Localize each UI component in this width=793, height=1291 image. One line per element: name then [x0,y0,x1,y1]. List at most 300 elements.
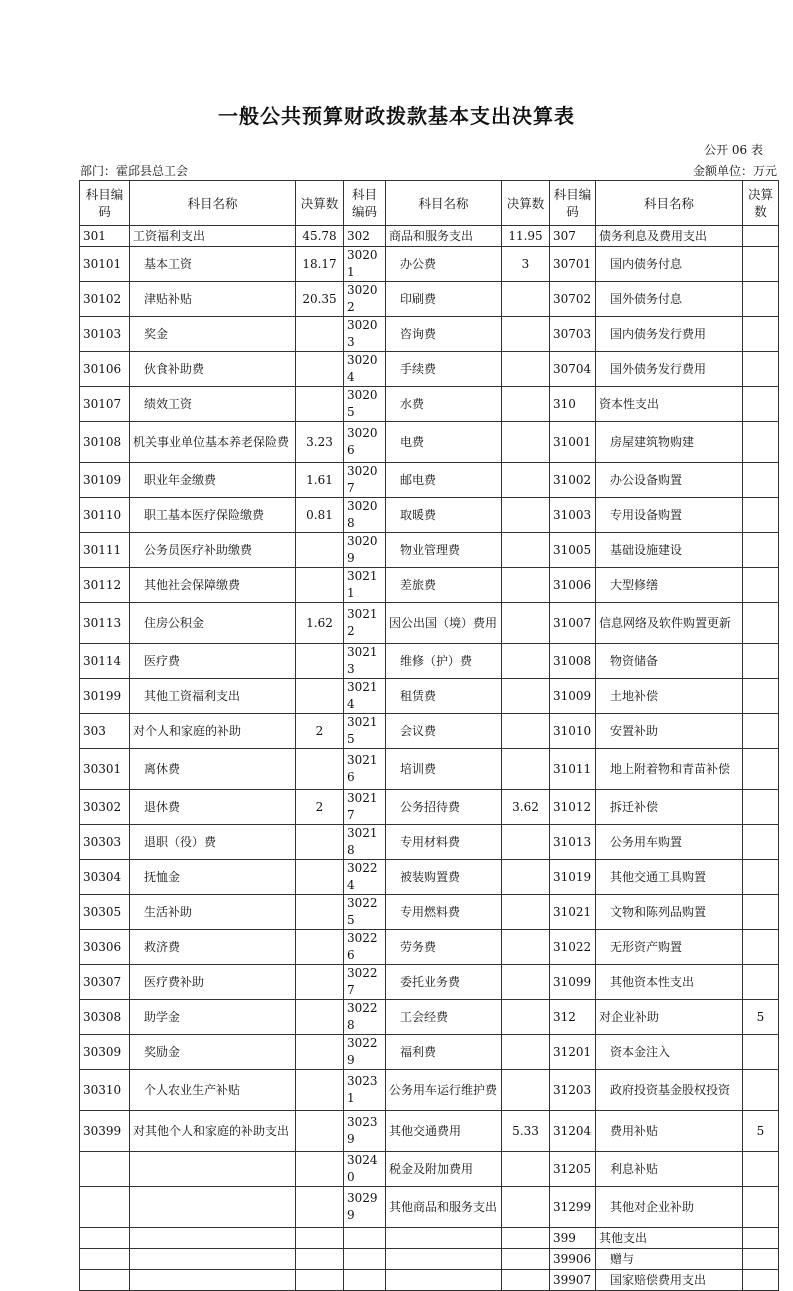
subject-code-cell: 30103 [80,317,130,352]
amount-cell: 45.78 [296,226,344,247]
subject-name-cell: 对其他个人和家庭的补助支出 [130,1111,296,1152]
subject-name-cell: 资本性支出 [596,387,743,422]
subject-code-cell: 30215 [344,714,386,749]
subject-code-cell: 30108 [80,422,130,463]
subject-name-cell: 伙食补助费 [130,352,296,387]
subject-name-cell: 安置补助 [596,714,743,749]
subject-code-cell: 31205 [550,1152,596,1187]
subject-name-cell: 拆迁补偿 [596,790,743,825]
amount-cell [296,1270,344,1291]
subject-code-cell: 30309 [80,1035,130,1070]
subject-name-cell: 资本金注入 [596,1035,743,1070]
header-code-2: 科目编码 [344,181,386,226]
amount-cell: 3 [502,247,550,282]
subject-code-cell: 30229 [344,1035,386,1070]
table-row [80,463,779,498]
subject-name-cell: 物资储备 [596,644,743,679]
amount-cell [743,603,779,644]
subject-code-cell: 30231 [344,1070,386,1111]
amount-cell [743,825,779,860]
table-row [80,247,779,282]
subject-code-cell: 30227 [344,965,386,1000]
expenditure-table [79,180,779,1291]
amount-cell: 1.62 [296,603,344,644]
table-row [80,568,779,603]
subject-name-cell: 对个人和家庭的补助 [130,714,296,749]
amount-cell: 0.81 [296,498,344,533]
subject-code-cell: 30304 [80,860,130,895]
amount-cell [502,860,550,895]
subject-name-cell [386,1228,502,1249]
subject-code-cell: 30111 [80,533,130,568]
amount-cell [296,825,344,860]
subject-code-cell: 31022 [550,930,596,965]
subject-name-cell: 国外债务付息 [596,282,743,317]
subject-code-cell: 30214 [344,679,386,714]
table-row [80,1270,779,1291]
subject-name-cell: 助学金 [130,1000,296,1035]
subject-name-cell: 职工基本医疗保险缴费 [130,498,296,533]
subject-code-cell: 30306 [80,930,130,965]
subject-code-cell: 30205 [344,387,386,422]
amount-cell [743,860,779,895]
subject-name-cell: 商品和服务支出 [386,226,502,247]
subject-name-cell: 其他社会保障缴费 [130,568,296,603]
subject-name-cell: 办公设备购置 [596,463,743,498]
amount-cell [502,1270,550,1291]
subject-name-cell: 信息网络及软件购置更新 [596,603,743,644]
amount-cell [296,1035,344,1070]
subject-name-cell: 手续费 [386,352,502,387]
amount-cell [743,644,779,679]
subject-name-cell: 工资福利支出 [130,226,296,247]
amount-cell [296,895,344,930]
subject-code-cell: 31299 [550,1187,596,1228]
amount-cell [502,498,550,533]
table-row [80,1070,779,1111]
subject-code-cell: 30224 [344,860,386,895]
subject-code-cell: 31003 [550,498,596,533]
subject-code-cell: 30305 [80,895,130,930]
amount-cell [502,965,550,1000]
amount-cell [296,1152,344,1187]
header-amount-3: 决算数 [743,181,779,226]
amount-cell [296,533,344,568]
table-row [80,860,779,895]
table-row [80,498,779,533]
page-title: 一般公共预算财政拨款基本支出决算表 [218,104,575,128]
amount-cell [502,1000,550,1035]
amount-cell: 5 [743,1000,779,1035]
subject-name-cell: 公务用车运行维护费 [386,1070,502,1111]
table-row [80,714,779,749]
table-row [80,282,779,317]
amount-cell: 3.23 [296,422,344,463]
subject-code-cell: 31006 [550,568,596,603]
subject-name-cell: 其他资本性支出 [596,965,743,1000]
table-row [80,1000,779,1035]
subject-code-cell: 30216 [344,749,386,790]
subject-code-cell: 30240 [344,1152,386,1187]
subject-code-cell: 30308 [80,1000,130,1035]
amount-cell [296,317,344,352]
subject-name-cell: 印刷费 [386,282,502,317]
amount-cell [743,226,779,247]
table-row [80,679,779,714]
amount-cell [743,533,779,568]
table-row [80,422,779,463]
table-header-row [80,181,779,226]
table-row [80,1228,779,1249]
amount-cell [743,282,779,317]
subject-code-cell: 30112 [80,568,130,603]
subject-name-cell: 培训费 [386,749,502,790]
amount-unit-label: 金额单位：万元 [692,164,777,178]
subject-name-cell: 津贴补贴 [130,282,296,317]
subject-code-cell: 31008 [550,644,596,679]
subject-code-cell: 30213 [344,644,386,679]
subject-name-cell: 水费 [386,387,502,422]
subject-code-cell [344,1228,386,1249]
table-row [80,1111,779,1152]
subject-name-cell [386,1270,502,1291]
amount-cell [502,282,550,317]
subject-name-cell [130,1187,296,1228]
amount-cell: 2 [296,714,344,749]
subject-code-cell: 312 [550,1000,596,1035]
table-row [80,1249,779,1270]
amount-cell [502,352,550,387]
subject-name-cell: 会议费 [386,714,502,749]
subject-code-cell: 30206 [344,422,386,463]
subject-name-cell [130,1270,296,1291]
subject-name-cell: 公务员医疗补助缴费 [130,533,296,568]
amount-cell [502,1187,550,1228]
amount-cell [743,749,779,790]
amount-cell [743,1070,779,1111]
amount-cell [743,714,779,749]
amount-cell [296,644,344,679]
amount-cell [743,352,779,387]
amount-cell [296,387,344,422]
subject-code-cell: 30110 [80,498,130,533]
subject-name-cell: 国家赔偿费用支出 [596,1270,743,1291]
subject-code-cell: 310 [550,387,596,422]
subject-name-cell: 税金及附加费用 [386,1152,502,1187]
subject-name-cell: 专用燃料费 [386,895,502,930]
amount-cell [743,463,779,498]
subject-code-cell: 30202 [344,282,386,317]
amount-cell [296,930,344,965]
subject-name-cell: 咨询费 [386,317,502,352]
subject-name-cell: 因公出国（境）费用 [386,603,502,644]
amount-cell [743,247,779,282]
amount-cell [743,965,779,1000]
subject-name-cell: 维修（护）费 [386,644,502,679]
subject-code-cell: 31007 [550,603,596,644]
subject-name-cell: 机关事业单位基本养老保险费 [130,422,296,463]
subject-name-cell: 专用设备购置 [596,498,743,533]
amount-cell [296,568,344,603]
subject-code-cell: 31204 [550,1111,596,1152]
amount-cell [296,1249,344,1270]
subject-code-cell [344,1249,386,1270]
subject-name-cell: 电费 [386,422,502,463]
subject-code-cell [80,1152,130,1187]
subject-code-cell: 30217 [344,790,386,825]
amount-cell [296,860,344,895]
amount-cell: 3.62 [502,790,550,825]
subject-name-cell: 被装购置费 [386,860,502,895]
subject-code-cell: 302 [344,226,386,247]
subject-code-cell [80,1249,130,1270]
subject-name-cell: 抚恤金 [130,860,296,895]
amount-cell [743,317,779,352]
subject-name-cell: 救济费 [130,930,296,965]
amount-cell [502,1249,550,1270]
table-row [80,226,779,247]
table-row [80,895,779,930]
subject-code-cell: 31005 [550,533,596,568]
subject-code-cell: 39907 [550,1270,596,1291]
amount-cell [743,930,779,965]
subject-code-cell [344,1270,386,1291]
table-row [80,1152,779,1187]
subject-code-cell: 30113 [80,603,130,644]
amount-cell [502,1070,550,1111]
subject-code-cell: 303 [80,714,130,749]
form-number: 公开 06 表 [704,143,763,157]
amount-cell [743,895,779,930]
header-code-3: 科目编码 [550,181,596,226]
subject-code-cell: 30701 [550,247,596,282]
subject-name-cell: 政府投资基金股权投资 [596,1070,743,1111]
subject-name-cell: 其他对企业补助 [596,1187,743,1228]
table-row [80,930,779,965]
subject-code-cell: 31010 [550,714,596,749]
subject-name-cell: 赠与 [596,1249,743,1270]
subject-name-cell: 其他支出 [596,1228,743,1249]
amount-cell [743,1228,779,1249]
amount-cell [296,352,344,387]
subject-name-cell: 退职（役）费 [130,825,296,860]
amount-cell [502,568,550,603]
subject-name-cell: 职业年金缴费 [130,463,296,498]
subject-name-cell: 国内债务付息 [596,247,743,282]
subject-name-cell: 奖励金 [130,1035,296,1070]
subject-code-cell [80,1228,130,1249]
amount-cell [502,679,550,714]
subject-code-cell: 31201 [550,1035,596,1070]
table-row [80,1035,779,1070]
subject-code-cell: 30702 [550,282,596,317]
subject-code-cell: 30114 [80,644,130,679]
subject-code-cell: 30107 [80,387,130,422]
subject-name-cell: 取暖费 [386,498,502,533]
subject-name-cell: 债务利息及费用支出 [596,226,743,247]
subject-name-cell: 公务招待费 [386,790,502,825]
amount-cell [743,568,779,603]
amount-cell [502,603,550,644]
subject-code-cell: 30218 [344,825,386,860]
amount-cell [502,714,550,749]
subject-name-cell: 无形资产购置 [596,930,743,965]
subject-name-cell: 对企业补助 [596,1000,743,1035]
amount-cell [743,1152,779,1187]
amount-cell [743,790,779,825]
subject-name-cell: 福利费 [386,1035,502,1070]
table-row [80,352,779,387]
subject-name-cell: 邮电费 [386,463,502,498]
subject-name-cell: 住房公积金 [130,603,296,644]
subject-code-cell: 30228 [344,1000,386,1035]
subject-name-cell: 基本工资 [130,247,296,282]
amount-cell [502,749,550,790]
header-name-1: 科目名称 [130,181,296,226]
subject-code-cell: 399 [550,1228,596,1249]
table-row [80,749,779,790]
table-row [80,1187,779,1228]
subject-code-cell: 31001 [550,422,596,463]
subject-name-cell: 绩效工资 [130,387,296,422]
subject-name-cell: 工会经费 [386,1000,502,1035]
subject-name-cell: 办公费 [386,247,502,282]
subject-code-cell: 30102 [80,282,130,317]
table-row [80,790,779,825]
subject-name-cell [130,1228,296,1249]
subject-name-cell: 物业管理费 [386,533,502,568]
department-label: 部门：霍邱县总工会 [80,164,189,178]
subject-code-cell: 30399 [80,1111,130,1152]
subject-name-cell: 费用补贴 [596,1111,743,1152]
subject-name-cell: 委托业务费 [386,965,502,1000]
subject-code-cell: 31011 [550,749,596,790]
subject-name-cell: 租赁费 [386,679,502,714]
subject-name-cell: 利息补贴 [596,1152,743,1187]
table-body [80,226,779,1291]
subject-name-cell: 医疗费 [130,644,296,679]
subject-code-cell: 31019 [550,860,596,895]
subject-code-cell: 30209 [344,533,386,568]
header-amount-1: 决算数 [296,181,344,226]
subject-code-cell: 31099 [550,965,596,1000]
subject-code-cell: 30106 [80,352,130,387]
subject-name-cell: 退休费 [130,790,296,825]
amount-cell: 18.17 [296,247,344,282]
subject-name-cell [130,1152,296,1187]
subject-code-cell: 301 [80,226,130,247]
subject-name-cell: 国外债务发行费用 [596,352,743,387]
amount-cell [296,1228,344,1249]
subject-name-cell: 奖金 [130,317,296,352]
subject-code-cell: 30212 [344,603,386,644]
subject-name-cell: 其他工资福利支出 [130,679,296,714]
amount-cell [502,463,550,498]
subject-name-cell: 专用材料费 [386,825,502,860]
subject-code-cell [80,1270,130,1291]
table-row [80,965,779,1000]
subject-name-cell: 劳务费 [386,930,502,965]
subject-code-cell: 30299 [344,1187,386,1228]
subject-code-cell: 30703 [550,317,596,352]
subject-name-cell: 离休费 [130,749,296,790]
subject-code-cell: 31013 [550,825,596,860]
amount-cell [296,1111,344,1152]
table-row [80,825,779,860]
amount-cell: 20.35 [296,282,344,317]
amount-cell [743,387,779,422]
subject-name-cell: 国内债务发行费用 [596,317,743,352]
subject-name-cell: 土地补偿 [596,679,743,714]
subject-code-cell: 30303 [80,825,130,860]
subject-name-cell: 大型修缮 [596,568,743,603]
amount-cell [743,1035,779,1070]
subject-code-cell: 30301 [80,749,130,790]
subject-code-cell: 30211 [344,568,386,603]
table-row [80,533,779,568]
amount-cell [502,930,550,965]
subject-name-cell [386,1249,502,1270]
amount-cell [296,965,344,1000]
subject-code-cell: 30101 [80,247,130,282]
subject-code-cell: 30225 [344,895,386,930]
subject-code-cell: 30307 [80,965,130,1000]
subject-name-cell: 其他交通工具购置 [596,860,743,895]
amount-cell [296,749,344,790]
amount-cell [296,1187,344,1228]
amount-cell [743,498,779,533]
amount-cell: 1.61 [296,463,344,498]
subject-code-cell: 30203 [344,317,386,352]
subject-name-cell: 差旅费 [386,568,502,603]
amount-cell: 5 [743,1111,779,1152]
table-row [80,317,779,352]
table-row [80,603,779,644]
subject-name-cell: 其他商品和服务支出 [386,1187,502,1228]
subject-code-cell: 307 [550,226,596,247]
subject-code-cell: 31009 [550,679,596,714]
subject-code-cell: 30208 [344,498,386,533]
amount-cell [502,317,550,352]
subject-code-cell: 30704 [550,352,596,387]
amount-cell [743,1249,779,1270]
amount-cell [502,895,550,930]
subject-code-cell: 30226 [344,930,386,965]
amount-cell [502,1228,550,1249]
subject-code-cell [80,1187,130,1228]
subject-code-cell: 30207 [344,463,386,498]
subject-name-cell: 房屋建筑物购建 [596,422,743,463]
amount-cell [743,422,779,463]
amount-cell: 11.95 [502,226,550,247]
subject-name-cell [130,1249,296,1270]
subject-code-cell: 39906 [550,1249,596,1270]
subject-name-cell: 文物和陈列品购置 [596,895,743,930]
subject-name-cell: 公务用车购置 [596,825,743,860]
subject-code-cell: 30239 [344,1111,386,1152]
amount-cell [502,533,550,568]
subject-code-cell: 30310 [80,1070,130,1111]
subject-name-cell: 其他交通费用 [386,1111,502,1152]
amount-cell [502,422,550,463]
subject-code-cell: 31203 [550,1070,596,1111]
subject-name-cell: 基础设施建设 [596,533,743,568]
amount-cell [502,1152,550,1187]
amount-cell [296,1000,344,1035]
subject-code-cell: 30109 [80,463,130,498]
subject-code-cell: 30302 [80,790,130,825]
subject-code-cell: 30201 [344,247,386,282]
